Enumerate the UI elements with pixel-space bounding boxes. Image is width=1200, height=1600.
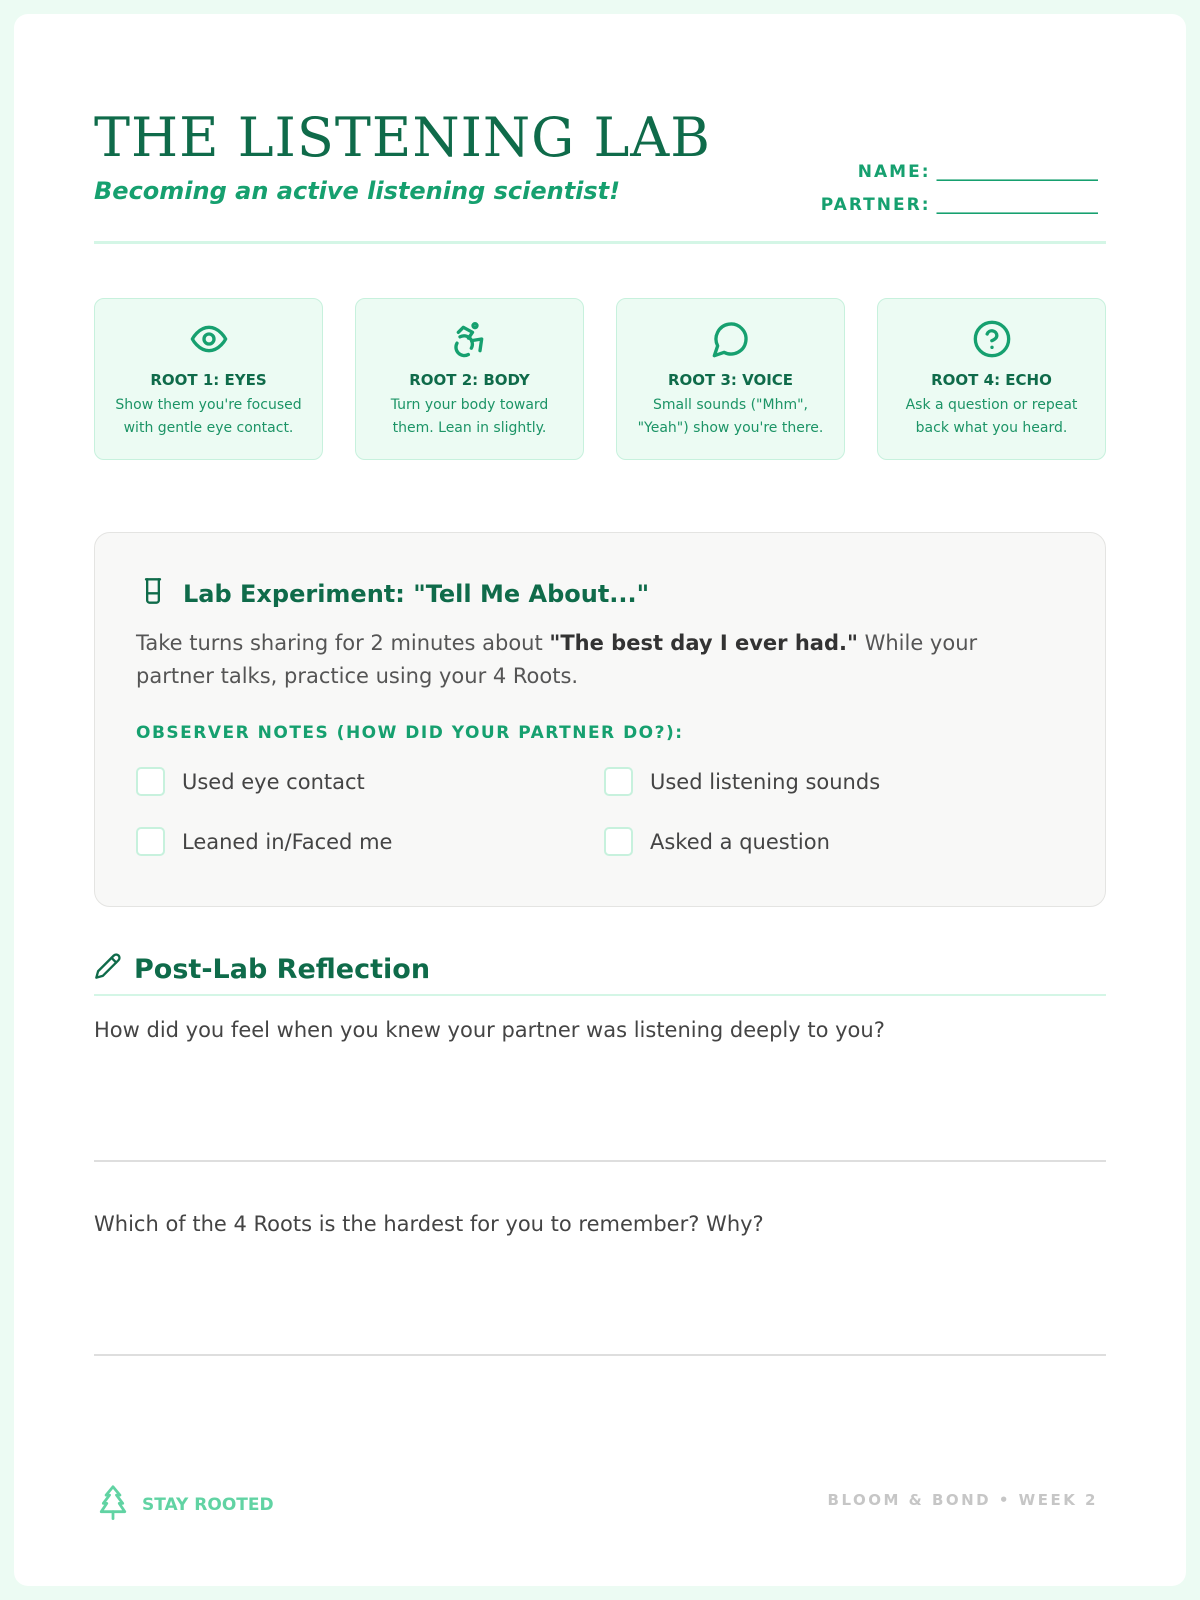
answer-line-1[interactable] [94, 1160, 1106, 1162]
observer-notes-label: OBSERVER NOTES (HOW DID YOUR PARTNER DO?): [136, 723, 684, 743]
partner-label: PARTNER: [820, 195, 931, 215]
header-divider [94, 241, 1106, 244]
checkbox-label: Asked a question [650, 829, 830, 854]
footer-left-text: STAY ROOTED [142, 1494, 274, 1515]
root-title: ROOT 2: BODY [409, 371, 530, 389]
reflection-question-2: Which of the 4 Roots is the hardest for you to remember? Why? [94, 1212, 764, 1236]
checkbox-asked-question[interactable] [604, 827, 830, 856]
roots-row [94, 298, 1106, 460]
root-desc: Small sounds ("Mhm", "Yeah") show you're there. [637, 397, 824, 436]
accessibility-icon [450, 344, 490, 363]
reflection-question-1: How did you feel when you knew your partner was listening deeply to you? [94, 1018, 885, 1042]
checkbox-listening-sounds[interactable] [604, 767, 880, 796]
root-card-eyes [94, 298, 323, 460]
speech-bubble-icon [711, 344, 751, 363]
lab-experiment-card [94, 532, 1106, 907]
id-fields [821, 156, 1098, 222]
lab-desc-prompt: "The best day I ever had." [549, 631, 858, 655]
lab-title [139, 577, 649, 611]
checkbox-label: Leaned in/Faced me [182, 829, 393, 854]
pencil-icon [94, 952, 134, 987]
answer-line-2[interactable] [94, 1354, 1106, 1356]
root-desc: Ask a question or repeat back what you heard. [905, 397, 1078, 436]
partner-field[interactable] [821, 189, 1098, 222]
name-field[interactable] [821, 156, 1098, 189]
root-title: ROOT 4: ECHO [931, 371, 1052, 389]
name-blank[interactable]: ___________________ [936, 162, 1098, 182]
checkbox[interactable] [136, 767, 165, 796]
reflection-divider [94, 994, 1106, 996]
root-title: ROOT 3: VOICE [667, 371, 794, 389]
eye-icon [189, 344, 229, 363]
page-title: THE LISTENING LAB [94, 106, 711, 169]
lab-description [136, 627, 1056, 693]
reflection-title: Post-Lab Reflection [134, 954, 431, 985]
checkbox-label: Used listening sounds [650, 769, 881, 794]
beaker-icon [139, 577, 183, 611]
reflection-heading [94, 952, 430, 987]
checkbox-eye-contact[interactable] [136, 767, 365, 796]
page-subtitle: Becoming an active listening scientist! [94, 177, 621, 205]
root-card-body [355, 298, 584, 460]
question-circle-icon [972, 344, 1012, 363]
root-desc: Turn your body toward them. Lean in slightly. [390, 397, 549, 436]
root-desc: Show them you're focused with gentle eye contact. [115, 397, 302, 436]
checkbox[interactable] [604, 767, 633, 796]
footer-branding [96, 1484, 274, 1525]
partner-blank[interactable]: ___________________ [936, 195, 1098, 215]
name-label: NAME: [857, 162, 931, 182]
checkbox[interactable] [136, 827, 165, 856]
checkbox[interactable] [604, 827, 633, 856]
root-card-echo [877, 298, 1106, 460]
checkbox-leaned-in[interactable] [136, 827, 392, 856]
footer-series-label: BLOOM & BOND • WEEK 2 [827, 1491, 1098, 1509]
lab-title-text: Lab Experiment: "Tell Me About..." [183, 580, 650, 608]
checkbox-label: Used eye contact [182, 769, 365, 794]
worksheet-page [14, 14, 1186, 1586]
tree-icon [96, 1484, 142, 1525]
root-title: ROOT 1: EYES [150, 371, 267, 389]
root-card-voice [616, 298, 845, 460]
lab-desc-text-end: While your partner talks, practice using your 4 Roots. [136, 631, 978, 688]
lab-desc-text: Take turns sharing for 2 minutes about [136, 631, 550, 655]
